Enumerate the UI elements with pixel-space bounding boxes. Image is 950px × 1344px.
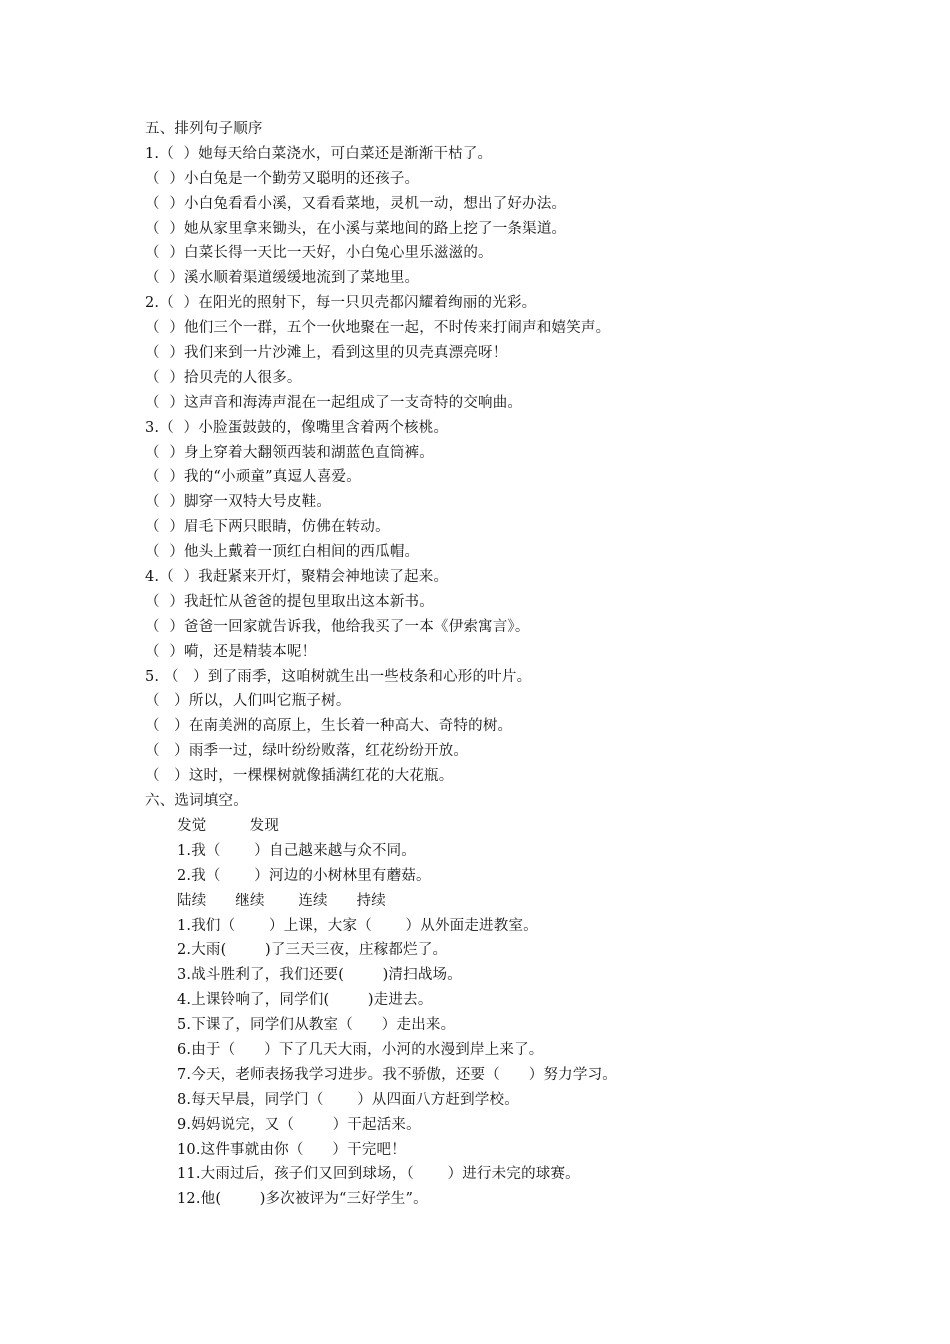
text-line: （ ）这时，一棵棵树就像插满红花的大花瓶。 xyxy=(145,768,454,785)
text-line: 3.战斗胜利了，我们还要( )清扫战场。 xyxy=(177,967,462,984)
text-line: 6.由于（ ）下了几天大雨，小河的水漫到岸上来了。 xyxy=(177,1041,544,1058)
text-line: （ ）所以，人们叫它瓶子树。 xyxy=(145,693,351,710)
document-content xyxy=(145,117,865,1212)
text-line: 9.妈妈说完，又（ ）干起活来。 xyxy=(177,1116,421,1133)
section-heading: 五、排列句子顺序 xyxy=(145,121,263,137)
text-line: 3.（ ）小脸蛋鼓鼓的，像嘴里含着两个核桃。 xyxy=(145,419,449,436)
text-line: （ ）脚穿一双特大号皮鞋。 xyxy=(145,494,332,511)
text-line: （ ）嗬，还是精装本呢！ xyxy=(145,643,317,660)
text-line: 2.我（ ）河边的小树林里有蘑菇。 xyxy=(177,867,431,884)
section-sentence-ordering xyxy=(145,117,865,789)
text-line: （ ）这声音和海涛声混在一起组成了一支奇特的交响曲。 xyxy=(145,394,523,411)
text-line: 1.（ ）她每天给白菜浇水，可白菜还是渐渐干枯了。 xyxy=(145,145,493,162)
text-line: （ ）眉毛下两只眼睛，仿佛在转动。 xyxy=(145,519,390,536)
text-line: （ ）溪水顺着渠道缓缓地流到了菜地里。 xyxy=(145,270,420,287)
text-line: （ ）白菜长得一天比一天好，小白兔心里乐滋滋的。 xyxy=(145,245,493,262)
text-line: 1.我们（ ）上课，大家（ ）从外面走进教室。 xyxy=(177,917,538,934)
text-line: （ ）拾贝壳的人很多。 xyxy=(145,369,302,386)
text-line: （ ）她从家里拿来锄头，在小溪与菜地间的路上挖了一条渠道。 xyxy=(145,220,567,237)
text-line: （ ）在南美洲的高原上，生长着一种高大、奇特的树。 xyxy=(145,718,513,735)
text-line: 5.下课了，同学们从教室（ ）走出来。 xyxy=(177,1017,456,1034)
text-line: 4.（ ）我赶紧来开灯，聚精会神地读了起来。 xyxy=(145,569,449,586)
text-line: 2.（ ）在阳光的照射下，每一只贝壳都闪耀着绚丽的光彩。 xyxy=(145,295,537,312)
text-line: 5. （ ）到了雨季，这咱树就生出一些枝条和心形的叶片。 xyxy=(145,668,532,685)
text-line: 2.大雨( )了三天三夜，庄稼都烂了。 xyxy=(177,942,448,959)
text-line: 8.每天早晨，同学门（ ）从四面八方赶到学校。 xyxy=(177,1091,519,1108)
text-line: 4.上课铃响了，同学们( )走进去。 xyxy=(177,992,433,1009)
text-line: （ ）小白兔看看小溪，又看看菜地，灵机一动，想出了好办法。 xyxy=(145,195,567,212)
text-line: 10.这件事就由你（ ）干完吧！ xyxy=(177,1141,406,1158)
text-line: 发觉 发现 xyxy=(177,817,280,834)
text-line: 11.大雨过后，孩子们又回到球场，（ ）进行未完的球赛。 xyxy=(177,1166,580,1183)
text-line: （ ）他头上戴着一顶红白相间的西瓜帽。 xyxy=(145,544,420,561)
section-word-fill xyxy=(145,789,865,1212)
text-line: （ ）他们三个一群，五个一伙地聚在一起，不时传来打闹声和嬉笑声。 xyxy=(145,320,611,337)
text-line: （ ）小白兔是一个勤劳又聪明的还孩子。 xyxy=(145,170,420,187)
text-line: 陆续 继续 连续 持续 xyxy=(177,892,386,909)
text-line: （ ）我的“小顽童”真逗人喜爱。 xyxy=(145,469,361,486)
text-line: 1.我（ ）自己越来越与众不同。 xyxy=(177,842,416,859)
section-heading: 六、选词填空。 xyxy=(145,793,248,810)
text-line: （ ）我赶忙从爸爸的提包里取出这本新书。 xyxy=(145,593,434,610)
text-line: （ ）身上穿着大翻领西装和湖蓝色直筒裤。 xyxy=(145,444,434,461)
text-line: （ ）爸爸一回家就告诉我，他给我买了一本《伊索寓言》。 xyxy=(145,618,530,635)
text-line: （ ）雨季一过，绿叶纷纷败落，红花纷纷开放。 xyxy=(145,743,469,760)
text-line: 7.今天，老师表扬我学习进步。我不骄傲，还要（ ）努力学习。 xyxy=(177,1066,617,1083)
text-line: 12.他( )多次被评为“三好学生”。 xyxy=(177,1191,428,1208)
text-line: （ ）我们来到一片沙滩上，看到这里的贝壳真漂亮呀！ xyxy=(145,345,508,362)
